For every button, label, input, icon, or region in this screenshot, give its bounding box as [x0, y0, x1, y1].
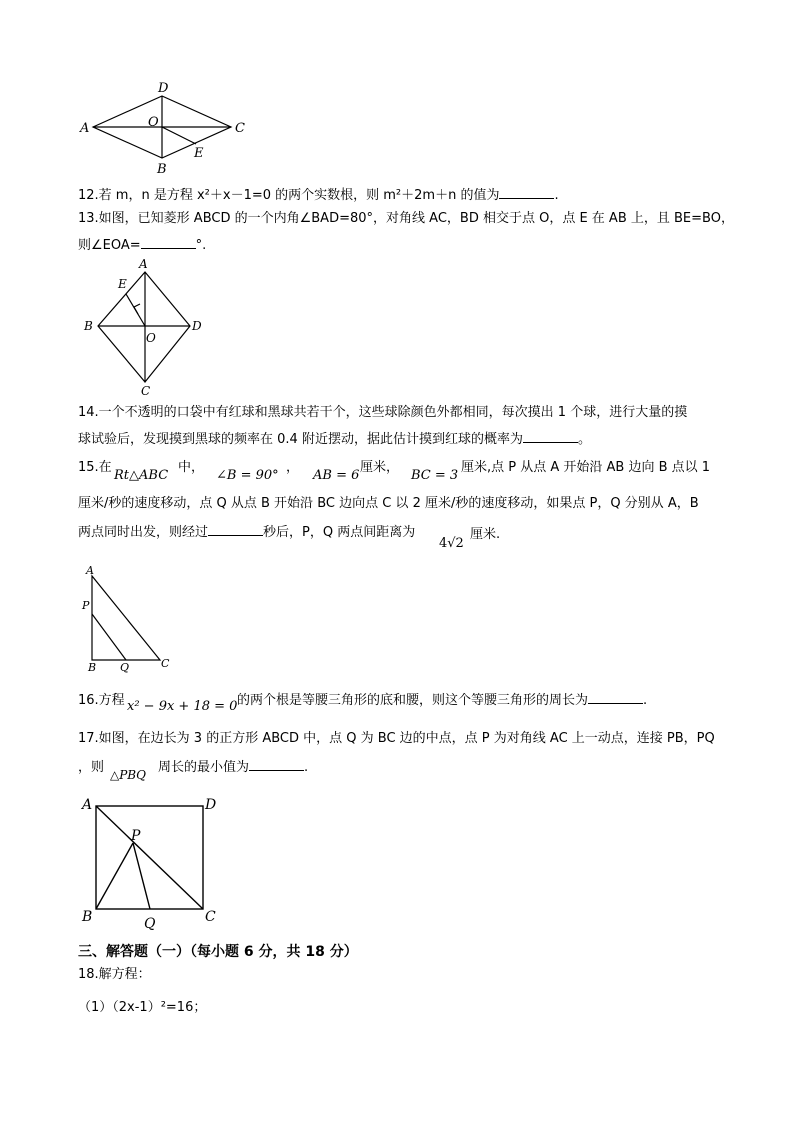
q15-line3-suffix: 厘米.	[470, 527, 501, 542]
q15-distance: 4√2	[439, 536, 464, 551]
answer-blank[interactable]	[523, 430, 578, 443]
section-heading: 三、解答题（一）（每小题 6 分，共 18 分）	[78, 944, 358, 960]
label-c: C	[205, 909, 216, 925]
question-13-line1: 13.如图，已知菱形 ABCD 的一个内角∠BAD=80°，对角线 AC，BD 相交于点 O，点 E 在 AB 上，且 BE=BO，	[78, 211, 734, 226]
label-c: C	[141, 384, 151, 398]
q15-number: 15.在	[78, 460, 112, 475]
label-e: E	[118, 277, 127, 291]
label-d: D	[158, 81, 169, 96]
label-o: O	[148, 115, 159, 130]
label-e: E	[194, 146, 204, 161]
label-b: B	[84, 319, 93, 333]
q15-rt-triangle: Rt△ABC	[114, 468, 169, 483]
q16-equation: x² − 9x + 18 = 0	[127, 699, 238, 714]
label-a: A	[82, 797, 93, 813]
question-13-line2: 则∠EOA= °.	[78, 238, 207, 253]
q15-cm1: 厘米，	[360, 460, 400, 475]
label-b: B	[157, 162, 167, 177]
question-18-part1: （1）（2x-1）²=16；	[78, 1000, 207, 1015]
q17-line2-text: 周长的最小值为 .	[158, 760, 309, 775]
q15-angle: ∠B = 90°	[216, 468, 279, 483]
q16-text: 的两个根是等腰三角形的底和腰，则这个等腰三角形的周长为 .	[237, 693, 648, 708]
q15-zhong: 中，	[178, 460, 205, 475]
question-14-line2: 球试验后，发现摸到黑球的频率在 0.4 附近摆动，据此估计摸到红球的概率为 。	[78, 432, 591, 447]
label-d: D	[192, 319, 202, 333]
label-p: P	[131, 828, 141, 844]
label-o: O	[146, 331, 156, 345]
q15-line1-tail: 厘米,点 P 从点 A 开始沿 AB 边向 B 点以 1	[461, 460, 711, 475]
answer-blank[interactable]	[249, 758, 304, 771]
label-q: Q	[120, 661, 130, 674]
question-14-line1: 14.一个不透明的口袋中有红球和黑球共若干个，这些球除颜色外都相同，每次摸出 1 个球，进行大量的摸	[78, 405, 688, 420]
question-18-title: 18.解方程：	[78, 967, 151, 982]
answer-blank[interactable]	[141, 236, 196, 249]
label-a: A	[86, 564, 94, 577]
question-17-line1: 17.如图，在边长为 3 的正方形 ABCD 中，点 Q 为 BC 边的中点，点 P 为对角线 AC 上一动点，连接 PB，PQ	[78, 731, 715, 746]
label-p: P	[82, 599, 90, 612]
answer-blank[interactable]	[499, 186, 554, 199]
label-a: A	[139, 257, 148, 271]
label-b: B	[82, 909, 93, 925]
q15-bc: BC = 3	[411, 468, 459, 483]
answer-blank[interactable]	[588, 691, 643, 704]
q17-line2-prefix: ，则	[78, 760, 105, 775]
q15-comma: ，	[286, 460, 300, 475]
q15-ab: AB = 6	[313, 468, 360, 483]
label-a: A	[80, 121, 90, 136]
answer-blank[interactable]	[208, 523, 263, 536]
q12-text: 12.若 m，n 是方程 x²＋x－1=0 的两个实数根，则 m²＋2m＋n 的值为	[78, 188, 500, 203]
label-c: C	[161, 657, 170, 670]
question-15-line2: 厘米/秒的速度移动，点 Q 从点 B 开始沿 BC 边向点 C 以 2 厘米/秒的速度移动，如果点 P，Q 分别从 A，B	[78, 496, 699, 511]
label-b: B	[88, 661, 97, 674]
q17-triangle: △PBQ	[110, 768, 146, 782]
q16-prefix: 16.方程	[78, 693, 125, 708]
label-c: C	[235, 121, 245, 136]
label-q: Q	[144, 916, 156, 932]
question-15-line3: 两点同时出发，则经过 秒后，P，Q 两点间距离为	[78, 525, 416, 540]
label-d: D	[205, 797, 217, 813]
question-12: 12.若 m，n 是方程 x²＋x－1=0 的两个实数根，则 m²＋2m＋n 的值为 .	[78, 188, 559, 203]
